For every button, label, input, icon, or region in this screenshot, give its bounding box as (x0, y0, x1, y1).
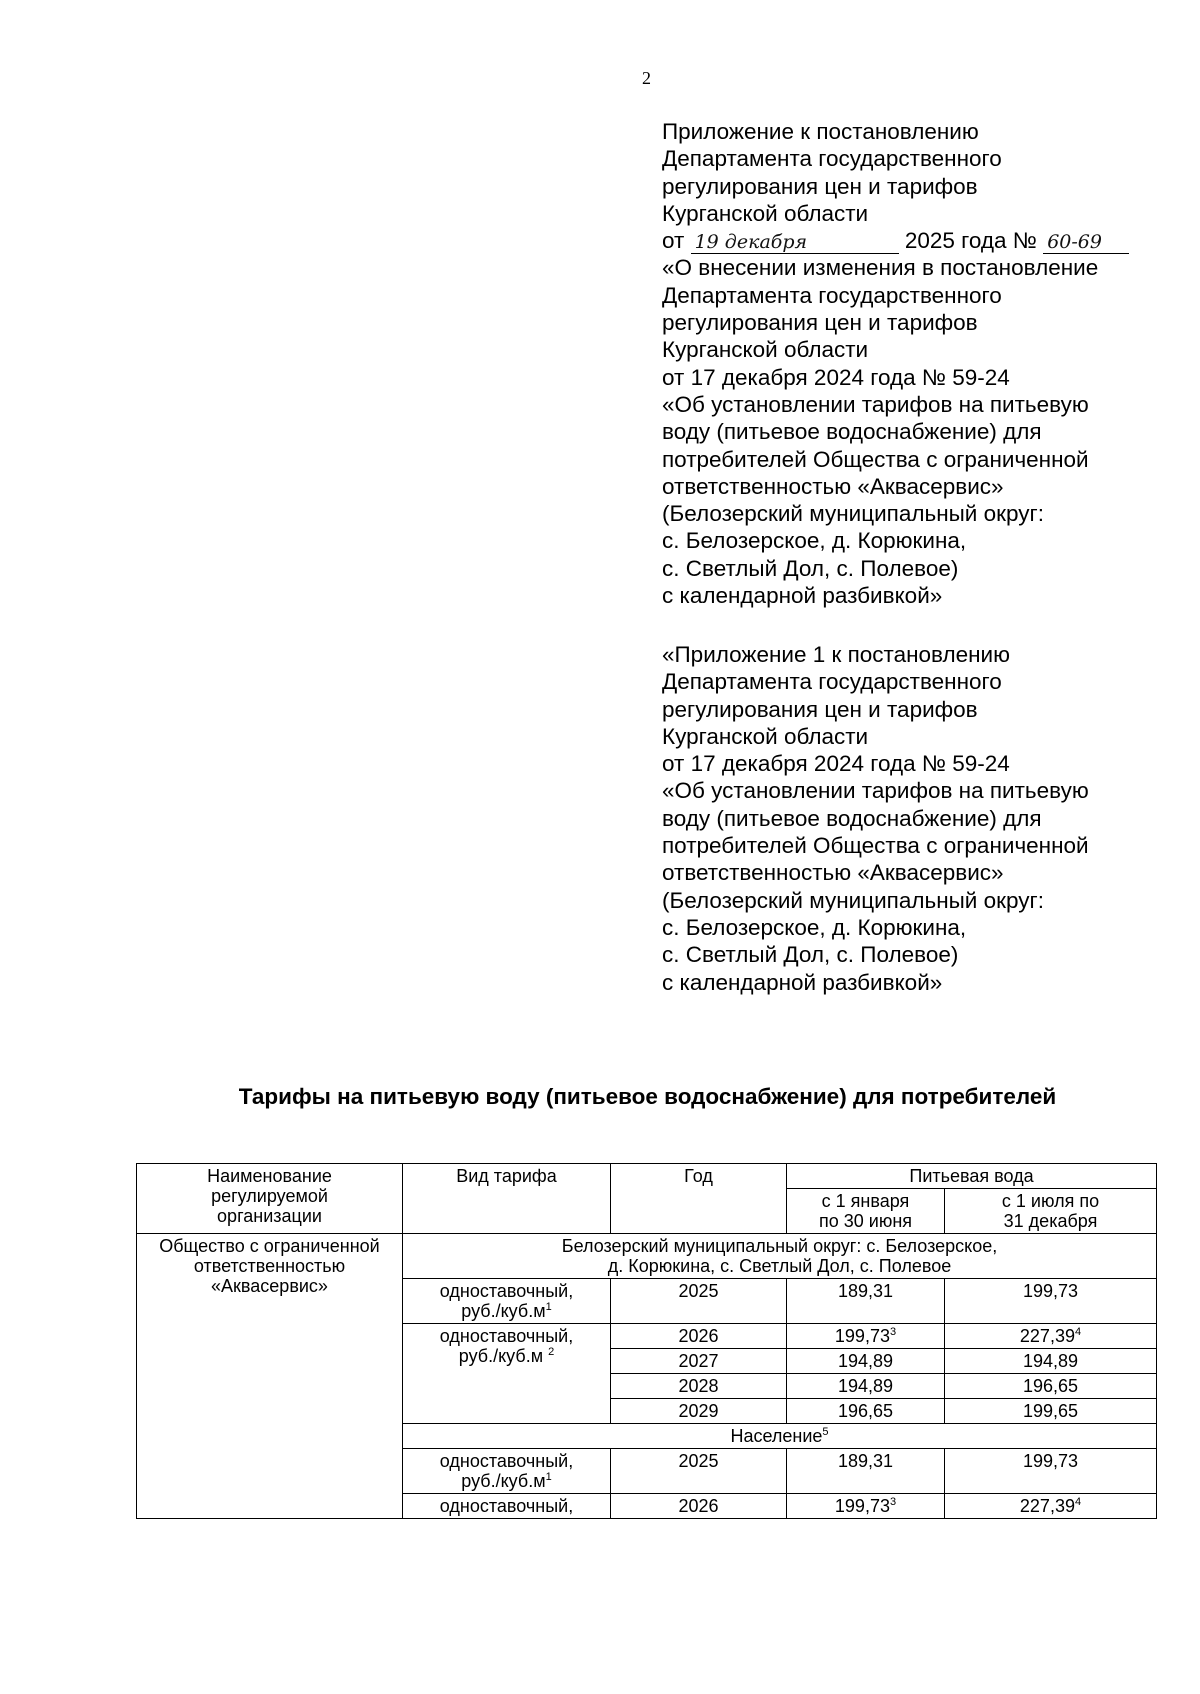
appendix-line: регулирования цен и тарифов (662, 173, 978, 199)
tariff-type-cell: одноставочный, $руб./куб.м^1$ (403, 1279, 611, 1324)
period2-cell: 196,65 (945, 1374, 1157, 1399)
district-subheader: Белозерский муниципальный округ: с. Белозерское, д. Корюкина, с. Светлый Дол, с. Полевое (403, 1234, 1157, 1279)
appendix-line: (Белозерский муниципальный округ: (662, 887, 1044, 913)
appendix-line: «Об установлении тарифов на питьевую (662, 391, 1089, 417)
year-cell: 2026 (611, 1494, 787, 1519)
appendix-line: от 17 декабря 2024 года № 59-24 (662, 364, 1010, 390)
appendix-line: регулирования цен и тарифов (662, 696, 978, 722)
tariff-type-cell: одноставочный, руб./куб.м $^2$ (403, 1324, 611, 1424)
appendix-line: с. Белозерское, д. Корюкина, (662, 528, 967, 554)
appendix-line: Департамента государственного (662, 282, 1002, 308)
appendix-line: (Белозерский муниципальный округ: (662, 501, 1044, 527)
appendix-line: с. Белозерское, д. Корюкина, (662, 914, 967, 940)
appendix-1-header (662, 641, 1182, 996)
appendix-line: с. Светлый Дол, с. Полевое) (662, 555, 959, 581)
table-header-row (137, 1164, 1157, 1189)
appendix-line: регулирования цен и тарифов (662, 310, 978, 336)
appendix-line: «О внесении изменения в постановление (662, 255, 1099, 281)
appendix-line: ответственностью «Аквасервис» (662, 860, 1004, 886)
appendix-line: Департамента государственного (662, 146, 1002, 172)
header-year: Год (611, 1164, 787, 1234)
appendix-line: с. Светлый Дол, с. Полевое) (662, 942, 959, 968)
year-cell: 2027 (611, 1349, 787, 1374)
population-subheader: Население$^5$ (403, 1424, 1157, 1449)
appendix-date-line (662, 227, 1182, 254)
appendix-line: ответственностью «Аквасервис» (662, 473, 1004, 499)
tariff-table (136, 1163, 1157, 1519)
handwritten-date: 19 декабря (691, 231, 899, 254)
tariff-type-cell: одноставочный, (403, 1494, 611, 1519)
header-drinking-water: Питьевая вода (787, 1164, 1157, 1189)
period1-cell: 189,31 (787, 1279, 945, 1324)
period1-cell: 199,73$^3$ (787, 1494, 945, 1519)
year-cell: 2025 (611, 1279, 787, 1324)
year-cell: 2029 (611, 1399, 787, 1424)
year-cell: 2028 (611, 1374, 787, 1399)
handwritten-number: 60-69 (1043, 231, 1129, 254)
appendix-line: воду (питьевое водоснабжение) для (662, 805, 1042, 831)
document-title: Тарифы на питьевую воду (питьевое водоснабжение) для потребителей (238, 1084, 1057, 1109)
period1-cell: 189,31 (787, 1449, 945, 1494)
appendix-line: Курганской области (662, 337, 869, 363)
year-cell: 2025 (611, 1449, 787, 1494)
appendix-line: «Приложение 1 к постановлению (662, 642, 1010, 667)
period1-cell: 199,73$^3$ (787, 1324, 945, 1349)
period1-cell: 196,65 (787, 1399, 945, 1424)
from-prefix: от (662, 228, 685, 254)
tariff-type-cell: одноставочный, $руб./куб.м^1$ (403, 1449, 611, 1494)
appendix-header (662, 118, 1182, 609)
period2-cell: 227,39$^4$ (945, 1324, 1157, 1349)
year-text: 2025 года № (904, 228, 1037, 254)
appendix-line: «Об установлении тарифов на питьевую (662, 778, 1089, 804)
appendix-line: Курганской области (662, 200, 869, 226)
appendix-line: Курганской области (662, 723, 869, 749)
period2-cell: 199,65 (945, 1399, 1157, 1424)
header-period-2: с 1 июля по 31 декабря (945, 1189, 1157, 1234)
organization-name: Общество с ограниченной ответственностью «Аквасервис» (137, 1234, 403, 1519)
period2-cell: 194,89 (945, 1349, 1157, 1374)
table-row (137, 1234, 1157, 1279)
appendix-line: Департамента государственного (662, 669, 1002, 695)
period2-cell: 199,73 (945, 1449, 1157, 1494)
page-number: 2 (642, 68, 651, 88)
appendix-line: Приложение к постановлению (662, 119, 979, 144)
period2-cell: 199,73 (945, 1279, 1157, 1324)
appendix-line: с календарной разбивкой» (662, 583, 943, 609)
appendix-line: от 17 декабря 2024 года № 59-24 (662, 751, 1010, 777)
appendix-line: потребителей Общества с ограниченной (662, 833, 1089, 859)
period2-cell: 227,39$^4$ (945, 1494, 1157, 1519)
header-organization: Наименование регулируемой организации (137, 1164, 403, 1234)
period1-cell: 194,89 (787, 1349, 945, 1374)
appendix-line: воду (питьевое водоснабжение) для (662, 419, 1042, 445)
period1-cell: 194,89 (787, 1374, 945, 1399)
header-period-1: с 1 января по 30 июня (787, 1189, 945, 1234)
appendix-line: с календарной разбивкой» (662, 969, 943, 995)
appendix-line: потребителей Общества с ограниченной (662, 446, 1089, 472)
header-tariff-type: Вид тарифа (403, 1164, 611, 1234)
year-cell: 2026 (611, 1324, 787, 1349)
